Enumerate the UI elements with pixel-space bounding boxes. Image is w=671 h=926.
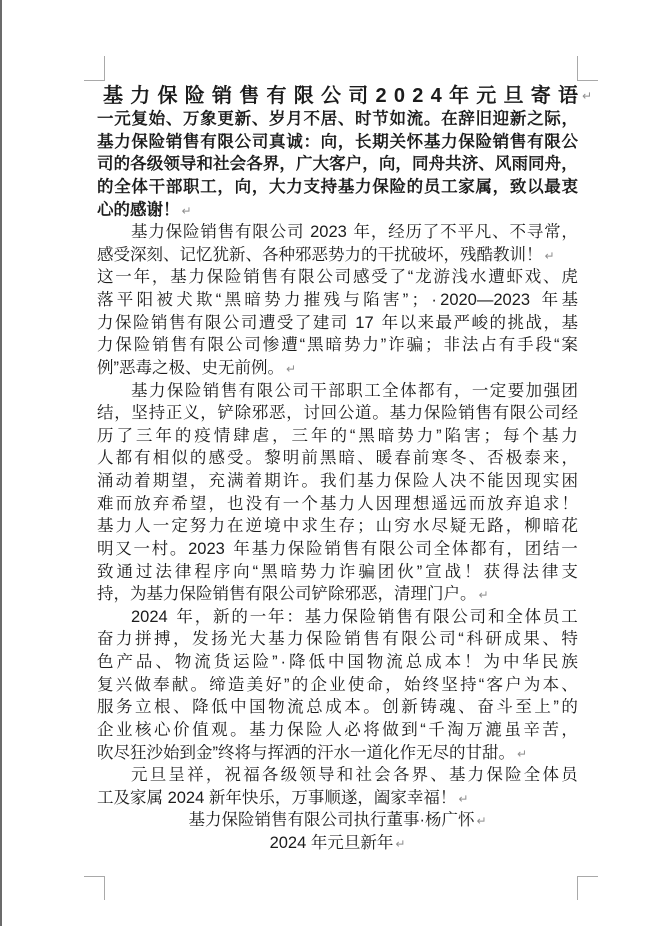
text-line: 2024 年元旦新年 ↵ (269, 834, 406, 852)
paragraph (97, 764, 578, 809)
paragraph-mark-icon: ↵ (581, 89, 592, 103)
text-line: 例”恶毒之极、史无前例。 ↵ (97, 358, 297, 377)
text-line: 基力保险销售有限公司执行董事·杨广怀 ↵ (188, 811, 487, 830)
text-line: 司 的 各 级 领 导 和 社 会 各 界 ， 广 大 客 户 ， 向 ， 同 舟 共 济 、 风 雨 同 舟 ， (97, 155, 578, 174)
paragraph (97, 809, 578, 832)
text-line: 吹尽狂沙始到金”终将与挥洒的汗水一道化作无尽的甘甜。 ↵ (97, 743, 528, 762)
text-line: 人 都 有 相 似 的 感 受 。 黎 明 前 黑 暗 、 暖 春 前 寒 冬 、 否 极 泰 来 ， (97, 449, 578, 468)
paragraph-mark-icon: ↵ (395, 837, 406, 851)
page-title: 基 力 保 险 销 售 有 限 公 司 2 0 2 4 年 元 旦 寄 语 ↵ (103, 85, 592, 107)
text-line: 一 元 复 始 、 万 象 更 新 、 岁 月 不 居 、 时 节 如 流 。 在 辞 旧 迎 新 之 际 ， (97, 110, 578, 128)
page-edge (0, 0, 2, 926)
paragraph (97, 266, 578, 379)
text-line: 基 力 人 一 定 努 力 在 逆 境 中 求 生 存 ； 山 穷 水 尽 疑 无 路 ， 柳 暗 花 (97, 517, 578, 536)
text-line: 感受深刻、记忆犹新、各种邪恶势力的干扰破坏，残酷教训！ ↵ (97, 245, 555, 264)
text-line: 奋 力 拼 搏 ， 发 扬 光 大 基 力 保 险 销 售 有 限 公 司 “ 科 研 成 果 、 特 (97, 630, 578, 649)
text-line: 2024 年 ， 新 的 一 年 ： 基 力 保 险 销 售 有 限 公 司 和 全 体 员 工 (131, 607, 578, 626)
paragraph-mark-icon: ↵ (181, 203, 192, 218)
paragraph (97, 221, 578, 266)
text-line: 力 保 险 销 售 有 限 公 司 惨 遭 “ 黑 暗 势 力 ” 诈 骗 ； 非 法 占 有 手 段 “ 案 (97, 336, 578, 355)
text-line: 心的感谢！ ↵ (97, 200, 192, 219)
text-line: 难 而 放 弃 希 望 ， 也 没 有 一 个 基 力 人 因 理 想 遥 远 而 放 弃 追 求 ！ (97, 494, 578, 513)
text-line: 历 了 三 年 的 疫 情 肆 虐 ， 三 年 的 “ 黑 暗 势 力 ” 陷 害 ； 每 个 基 力 (97, 426, 578, 445)
text-line: 基 力 保 险 销 售 有 限 公 司 2023 年 ， 经 历 了 不 平 凡 、 不 寻 常 ， (131, 223, 578, 242)
text-line: 明 又 一 村 。 2023 年 基 力 保 险 销 售 有 限 公 司 全 体 都 有 ， 团 结 一 (97, 539, 578, 558)
crop-mark-bottom-left (84, 876, 105, 900)
crop-mark-top-right (577, 56, 598, 81)
body-text (97, 108, 578, 855)
text-line: 企 业 核 心 价 值 观 。 基 力 保 险 人 必 将 做 到 “ 千 淘 万 漉 虽 辛 苦 ， (97, 720, 578, 739)
paragraph (97, 832, 578, 855)
paragraph-mark-icon: ↵ (544, 248, 555, 263)
text-line: 工及家属 2024 新年快乐，万事顺遂，阖家幸福！ ↵ (97, 788, 469, 807)
text-line: 基 力 保 险 销 售 有 限 公 司 真 诚 ： 向 ， 长 期 关 怀 基 力 保 险 销 售 有 限 公 (97, 132, 578, 151)
text-line: 元 旦 呈 祥 ， 祝 福 各 级 领 导 和 社 会 各 界 、 基 力 保 险 全 体 员 (131, 766, 578, 785)
paragraph-mark-icon: ↵ (517, 746, 528, 761)
text-line: 力 保 险 销 售 有 限 公 司 遭 受 了 建 司 17 年 以 来 最 严 峻 的 挑 战 ， 基 (97, 313, 578, 332)
paragraph-mark-icon: ↵ (476, 814, 487, 829)
paragraph-mark-icon: ↵ (458, 791, 469, 806)
paragraph-mark-icon: ↵ (478, 588, 489, 603)
crop-mark-bottom-right (577, 876, 598, 900)
paragraph (97, 108, 578, 221)
paragraph (97, 606, 578, 764)
paragraph-mark-icon: ↵ (286, 361, 297, 376)
text-line: 的 全 体 干 部 职 工 ， 向 ， 大 力 支 持 基 力 保 险 的 员 工 家 属 ， 致 以 最 衷 (97, 177, 578, 196)
text-line: 色 产 品 、 物 流 货 运 险 ” · 降 低 中 国 物 流 总 成 本 ！ 为 中 华 民 族 (97, 653, 578, 671)
text-line: 持，为基力保险销售有限公司铲除邪恶，清理门户。 ↵ (97, 585, 489, 604)
text-line: 涌 动 着 期 望 ， 充 满 着 期 许 。 我 们 基 力 保 险 人 决 不 能 因 现 实 困 (97, 472, 578, 490)
text-line: 服 务 立 根 、 降 低 中 国 物 流 总 成 本 。 创 新 铸 魂 、 奋 斗 至 上 ” 的 (97, 698, 578, 717)
text-line: 复 兴 做 奉 献 。 缔 造 美 好 ” 的 企 业 使 命 ， 始 终 坚 持 “ 客 户 为 本 、 (97, 675, 578, 694)
text-line: 结 ， 坚 持 正 义 ， 铲 除 邪 恶 ， 讨 回 公 道 。 基 力 保 险 销 售 有 限 公 司 经 (97, 404, 578, 423)
text-line: 致 通 过 法 律 程 序 向 “ 黑 暗 势 力 诈 骗 团 伙 ” 宣 战 ！ 获 得 法 律 支 (97, 562, 578, 581)
text-content (97, 78, 592, 855)
text-line: 落 平 阳 被 犬 欺 “ 黑 暗 势 力 摧 残 与 陷 害 ” ； · 2020—2023 年 基 (97, 291, 578, 309)
text-line: 这 一 年 ， 基 力 保 险 销 售 有 限 公 司 感 受 了 “ 龙 游 浅 水 遭 虾 戏 、 虎 (97, 268, 578, 287)
paragraph (97, 380, 578, 606)
text-line: 基 力 保 险 销 售 有 限 公 司 干 部 职 工 全 体 都 有 ， 一 定 要 加 强 团 (131, 381, 578, 400)
